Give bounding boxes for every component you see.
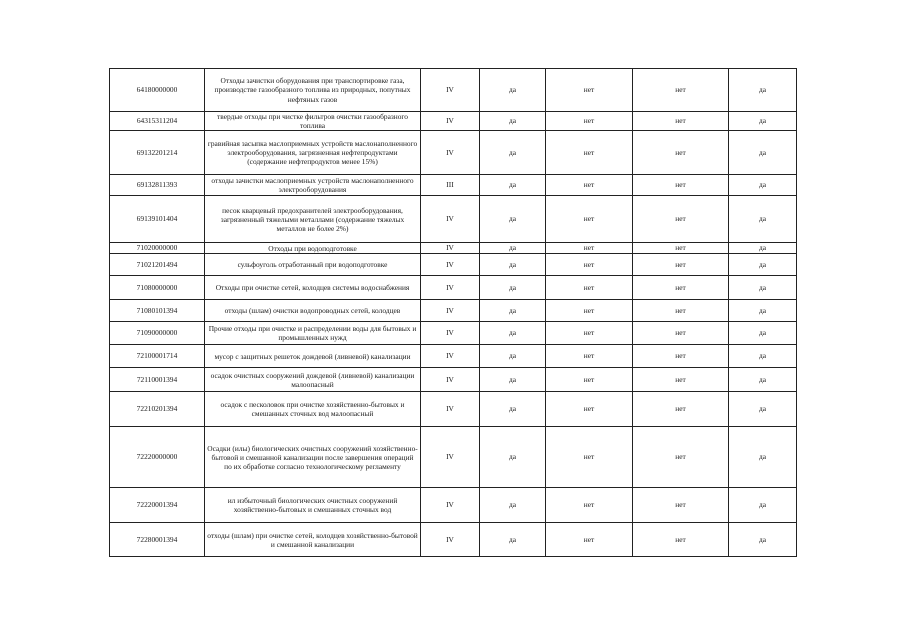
- flag-cell-2: нет: [546, 175, 633, 196]
- flag-cell-2: нет: [546, 345, 633, 368]
- flag-cell-1: да: [480, 322, 546, 345]
- flag-cell-4: да: [729, 368, 797, 392]
- flag-cell-2: нет: [546, 523, 633, 557]
- flag-cell-3: нет: [633, 392, 729, 427]
- flag-cell-3: нет: [633, 523, 729, 557]
- flag-cell-3: нет: [633, 488, 729, 523]
- flag-cell-4: да: [729, 322, 797, 345]
- waste-code-cell: 72220000000: [110, 427, 205, 488]
- table-row: [110, 69, 797, 112]
- flag-cell-4: да: [729, 175, 797, 196]
- flag-cell-1: да: [480, 523, 546, 557]
- table-row: [110, 276, 797, 300]
- waste-code-cell: 72280001394: [110, 523, 205, 557]
- flag-cell-3: нет: [633, 131, 729, 175]
- flag-cell-4: да: [729, 392, 797, 427]
- waste-description-cell: Отходы зачистки оборудования при транспортировке газа, производстве газообразного топлива из природных, попутных нефтяных газов: [205, 69, 421, 112]
- waste-code-cell: 71090000000: [110, 322, 205, 345]
- flag-cell-2: нет: [546, 131, 633, 175]
- waste-code-cell: 72210201394: [110, 392, 205, 427]
- table-row: [110, 254, 797, 276]
- hazard-class-cell: IV: [421, 427, 480, 488]
- waste-code-cell: 72100001714: [110, 345, 205, 368]
- waste-description-cell: отходы (шлам) очистки водопроводных сетей, колодцев: [205, 300, 421, 322]
- waste-description-cell: Отходы при очистке сетей, колодцев системы водоснабжения: [205, 276, 421, 300]
- flag-cell-2: нет: [546, 254, 633, 276]
- flag-cell-4: да: [729, 112, 797, 131]
- flag-cell-4: да: [729, 276, 797, 300]
- waste-description-cell: песок кварцевый предохранителей электрооборудования, загрязненный тяжелыми металлами (содержание тяжелых металлов не более 2%): [205, 196, 421, 243]
- waste-code-cell: 71080101394: [110, 300, 205, 322]
- flag-cell-1: да: [480, 276, 546, 300]
- flag-cell-4: да: [729, 300, 797, 322]
- flag-cell-3: нет: [633, 345, 729, 368]
- flag-cell-3: нет: [633, 196, 729, 243]
- flag-cell-3: нет: [633, 368, 729, 392]
- hazard-class-cell: IV: [421, 345, 480, 368]
- table-row: [110, 345, 797, 368]
- hazard-class-cell: IV: [421, 523, 480, 557]
- table-row: [110, 175, 797, 196]
- table-row: [110, 427, 797, 488]
- flag-cell-2: нет: [546, 112, 633, 131]
- table-row: [110, 322, 797, 345]
- flag-cell-4: да: [729, 254, 797, 276]
- hazard-class-cell: IV: [421, 322, 480, 345]
- flag-cell-2: нет: [546, 196, 633, 243]
- flag-cell-1: да: [480, 254, 546, 276]
- flag-cell-1: да: [480, 112, 546, 131]
- hazard-class-cell: IV: [421, 196, 480, 243]
- flag-cell-1: да: [480, 69, 546, 112]
- flag-cell-1: да: [480, 368, 546, 392]
- waste-description-cell: сульфоуголь отработанный при водоподготовке: [205, 254, 421, 276]
- hazard-class-cell: IV: [421, 368, 480, 392]
- waste-code-cell: 71080000000: [110, 276, 205, 300]
- table-row: [110, 523, 797, 557]
- table-row: [110, 131, 797, 175]
- flag-cell-1: да: [480, 196, 546, 243]
- waste-description-cell: отходы зачистки маслоприемных устройств маслонаполненного электрооборудования: [205, 175, 421, 196]
- flag-cell-3: нет: [633, 112, 729, 131]
- flag-cell-2: нет: [546, 300, 633, 322]
- table-row: [110, 243, 797, 254]
- hazard-class-cell: IV: [421, 392, 480, 427]
- flag-cell-3: нет: [633, 175, 729, 196]
- flag-cell-4: да: [729, 196, 797, 243]
- flag-cell-3: нет: [633, 276, 729, 300]
- hazard-class-cell: IV: [421, 112, 480, 131]
- flag-cell-1: да: [480, 488, 546, 523]
- waste-description-cell: осадок очистных сооружений дождевой (ливневой) канализации малоопасный: [205, 368, 421, 392]
- hazard-class-cell: IV: [421, 131, 480, 175]
- flag-cell-2: нет: [546, 243, 633, 254]
- flag-cell-3: нет: [633, 322, 729, 345]
- flag-cell-3: нет: [633, 69, 729, 112]
- flag-cell-2: нет: [546, 276, 633, 300]
- waste-code-cell: 69132811393: [110, 175, 205, 196]
- hazard-class-cell: IV: [421, 254, 480, 276]
- table-row: [110, 392, 797, 427]
- flag-cell-4: да: [729, 427, 797, 488]
- flag-cell-2: нет: [546, 427, 633, 488]
- flag-cell-2: нет: [546, 69, 633, 112]
- flag-cell-2: нет: [546, 322, 633, 345]
- waste-code-cell: 64180000000: [110, 69, 205, 112]
- flag-cell-4: да: [729, 488, 797, 523]
- waste-description-cell: осадок с песколовок при очистке хозяйственно-бытовых и смешанных сточных вод малоопасный: [205, 392, 421, 427]
- table-row: [110, 112, 797, 131]
- flag-cell-1: да: [480, 345, 546, 368]
- flag-cell-4: да: [729, 69, 797, 112]
- hazard-class-cell: IV: [421, 276, 480, 300]
- waste-description-cell: твердые отходы при чистке фильтров очистки газообразного топлива: [205, 112, 421, 131]
- waste-description-cell: ил избыточный биологических очистных сооружений хозяйственно-бытовых и смешанных сточных вод: [205, 488, 421, 523]
- waste-code-cell: 69139101404: [110, 196, 205, 243]
- hazard-class-cell: IV: [421, 243, 480, 254]
- table-row: [110, 368, 797, 392]
- waste-code-cell: 72220001394: [110, 488, 205, 523]
- flag-cell-1: да: [480, 392, 546, 427]
- waste-description-cell: Осадки (илы) биологических очистных сооружений хозяйственно-бытовой и смешанной канализации после завершения операций по их обработке согласно технологическому регламенту: [205, 427, 421, 488]
- flag-cell-1: да: [480, 300, 546, 322]
- waste-description-cell: Отходы при водоподготовке: [205, 243, 421, 254]
- waste-code-cell: 71021201494: [110, 254, 205, 276]
- waste-code-cell: 72110001394: [110, 368, 205, 392]
- waste-description-cell: Прочие отходы при очистке и распределении воды для бытовых и промышленных нужд: [205, 322, 421, 345]
- waste-description-cell: гравийная засыпка маслоприемных устройств маслонаполненного электрооборудования, загрязненная нефтепродуктами (содержание нефтепродуктов менее 15%): [205, 131, 421, 175]
- flag-cell-2: нет: [546, 368, 633, 392]
- hazard-class-cell: IV: [421, 300, 480, 322]
- waste-table-body: [110, 69, 797, 557]
- waste-code-cell: 69132201214: [110, 131, 205, 175]
- table-row: [110, 488, 797, 523]
- flag-cell-3: нет: [633, 243, 729, 254]
- waste-description-cell: мусор с защитных решеток дождевой (ливневой) канализации: [205, 345, 421, 368]
- flag-cell-4: да: [729, 523, 797, 557]
- waste-description-cell: отходы (шлам) при очистке сетей, колодцев хозяйственно-бытовой и смешанной канализации: [205, 523, 421, 557]
- waste-table: [109, 68, 797, 557]
- flag-cell-4: да: [729, 131, 797, 175]
- flag-cell-1: да: [480, 131, 546, 175]
- hazard-class-cell: III: [421, 175, 480, 196]
- hazard-class-cell: IV: [421, 488, 480, 523]
- hazard-class-cell: IV: [421, 69, 480, 112]
- flag-cell-4: да: [729, 243, 797, 254]
- flag-cell-1: да: [480, 427, 546, 488]
- flag-cell-2: нет: [546, 392, 633, 427]
- flag-cell-3: нет: [633, 300, 729, 322]
- flag-cell-3: нет: [633, 254, 729, 276]
- flag-cell-1: да: [480, 243, 546, 254]
- table-row: [110, 300, 797, 322]
- waste-code-cell: 71020000000: [110, 243, 205, 254]
- flag-cell-4: да: [729, 345, 797, 368]
- flag-cell-2: нет: [546, 488, 633, 523]
- waste-code-cell: 64315311204: [110, 112, 205, 131]
- table-row: [110, 196, 797, 243]
- flag-cell-3: нет: [633, 427, 729, 488]
- flag-cell-1: да: [480, 175, 546, 196]
